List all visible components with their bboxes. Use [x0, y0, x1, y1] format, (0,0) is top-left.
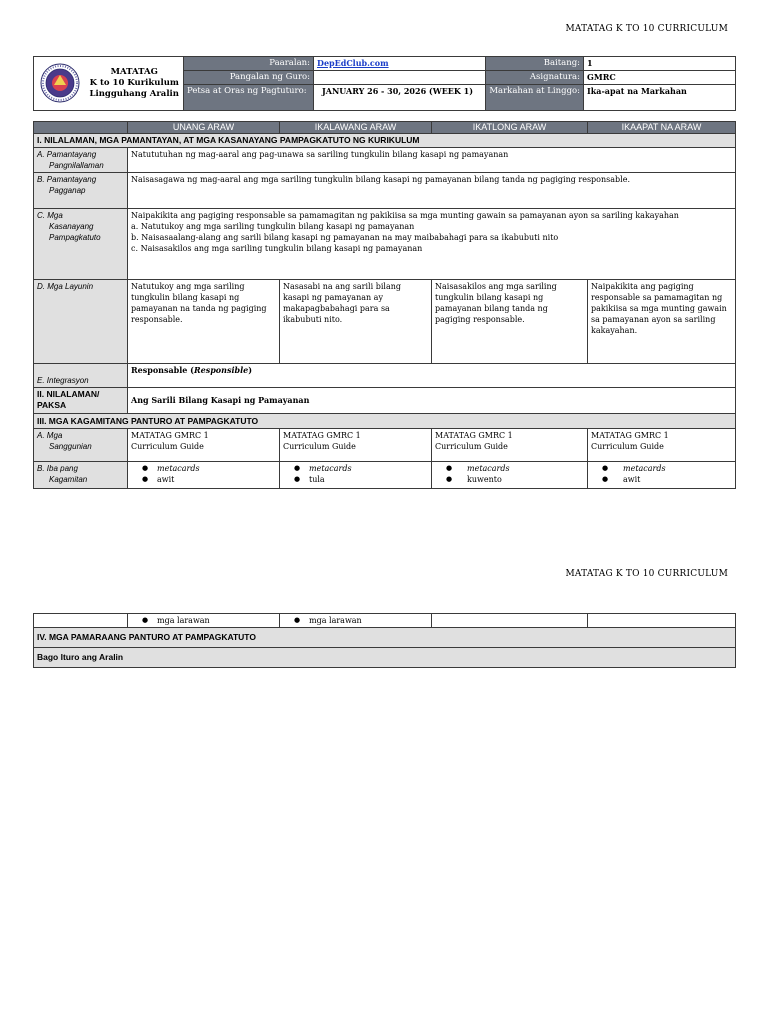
title-line3: Lingguhang Aralin	[89, 89, 179, 99]
row-e-label: E. Integrasyon	[34, 364, 128, 388]
row-b-label-line2: Pagganap	[49, 186, 86, 195]
row-c-line1: a. Natutukoy ang mga sariling tungkulin bilang kasapi ng pamayanan	[131, 222, 415, 231]
materials-p2-day3	[432, 614, 588, 628]
row-d-label: D. Mga Layunin	[34, 280, 128, 364]
row-d-day4: Naipakikita ang pagiging responsable sa pamamagitan ng pakikiisa sa mga munting gawain sa pamayanan ayon sa sariling kakayahan.	[588, 280, 736, 364]
deped-seal-icon	[40, 63, 80, 103]
day-header-4: IKAAPAT NA ARAW	[588, 122, 736, 134]
ref-day3-line1: MATATAG GMRC 1	[435, 431, 513, 440]
school-label: Paaralan:	[184, 57, 314, 71]
title-line2: K to 10 Kurikulum	[89, 78, 179, 88]
materials-day2	[280, 462, 432, 489]
ref-day4-line1: MATATAG GMRC 1	[591, 431, 669, 440]
page-header: MATATAG K TO 10 CURRICULUM	[565, 24, 728, 34]
ref-day1-line1: MATATAG GMRC 1	[131, 431, 209, 440]
section4-title: IV. MGA PAMARAANG PANTURO AT PAMPAGKATUTO	[34, 628, 736, 648]
ref-day3-line2: Curriculum Guide	[435, 442, 508, 451]
row-c-label	[34, 209, 128, 280]
ref-day2-line1: MATATAG GMRC 1	[283, 431, 361, 440]
section2-label-line2: PAKSA	[37, 400, 67, 410]
list-item: ● metacards	[131, 463, 276, 474]
title-block	[86, 57, 184, 111]
list-item: ● mga larawan	[131, 615, 276, 626]
section2-label-line1: II. NILALAMAN/	[37, 389, 100, 399]
subject-value: GMRC	[584, 71, 736, 85]
deped-seal	[34, 57, 86, 111]
materials-p2-day4	[588, 614, 736, 628]
school-value	[314, 57, 486, 71]
materials-day3	[432, 462, 588, 489]
quarter-value: Ika-apat na Markahan	[584, 85, 736, 111]
row-c-label-line1: C. Mga	[37, 211, 63, 220]
materials-day4	[588, 462, 736, 489]
materials-day1	[128, 462, 280, 489]
grade-value: 1	[584, 57, 736, 71]
list-item: ● awit	[131, 474, 276, 485]
ref-day4	[588, 429, 736, 462]
row-b-label	[34, 173, 128, 209]
row-e-italic: Responsible	[193, 365, 249, 375]
day-header-blank	[34, 122, 128, 134]
row-c-line2: b. Naisasaalang-alang ang sarili bilang kasapi ng pamayanan na may maibabahagi para sa ikabubuti nito	[131, 233, 559, 242]
quarter-label: Markahan at Linggo:	[486, 85, 584, 111]
date-value: JANUARY 26 - 30, 2026 (WEEK 1)	[314, 85, 486, 111]
list-item: ● metacards	[435, 463, 584, 474]
ref-day1	[128, 429, 280, 462]
row-3a-label-line1: A. Mga	[37, 431, 63, 440]
row-e-text	[128, 364, 736, 388]
row-c-label-line2: Kasanayang	[49, 222, 94, 231]
row-3a-label	[34, 429, 128, 462]
cont-label-blank	[34, 614, 128, 628]
row-a-text: Natututuhan ng mag-aaral ang pag-unawa sa sariling tungkulin bilang kasapi ng pamayanan	[128, 148, 736, 173]
grade-label: Baitang:	[486, 57, 584, 71]
teacher-value	[314, 71, 486, 85]
row-d-day2: Nasasabi na ang sarili bilang kasapi ng pamayanan ay makapagbabahagi para sa ikabubuti nito.	[280, 280, 432, 364]
list-item: ● metacards	[283, 463, 428, 474]
day-header-3: IKATLONG ARAW	[432, 122, 588, 134]
row-3b-label-line2: Kagamitan	[49, 475, 88, 484]
school-link[interactable]: DepEdClub.com	[317, 58, 389, 68]
day-header-2: IKALAWANG ARAW	[280, 122, 432, 134]
row-c-line0: Naipakikita ang pagiging responsable sa pamamagitan ng pakikiisa sa mga munting gawain sa pamayanan ayon sa sariling kakayahan	[131, 211, 679, 220]
ref-day1-line2: Curriculum Guide	[131, 442, 204, 451]
row-a-label	[34, 148, 128, 173]
row-3b-label	[34, 462, 128, 489]
list-item: ● mga larawan	[283, 615, 428, 626]
title-line1: MATATAG	[110, 67, 158, 77]
row-d-day1: Natutukoy ang mga sariling tungkulin bilang kasapi ng pamayanan na tanda ng pagiging responsable.	[128, 280, 280, 364]
info-table	[33, 56, 736, 111]
list-item: ● kuwento	[435, 474, 584, 485]
date-label: Petsa at Oras ng Pagtuturo:	[184, 85, 314, 111]
row-c-text	[128, 209, 736, 280]
row-3b-label-line1: B. Iba pang	[37, 464, 78, 473]
day-header-1: UNANG ARAW	[128, 122, 280, 134]
subject-label: Asignatura:	[486, 71, 584, 85]
section4-sub: Bago Ituro ang Aralin	[34, 648, 736, 668]
page-header-2: MATATAG K TO 10 CURRICULUM	[565, 569, 728, 579]
row-a-label-line2: Pangnilallaman	[49, 161, 104, 170]
lesson-table-continued	[33, 613, 736, 668]
list-item: ● tula	[283, 474, 428, 485]
ref-day4-line2: Curriculum Guide	[591, 442, 664, 451]
teacher-label: Pangalan ng Guro:	[184, 71, 314, 85]
row-d-day3: Naisasakilos ang mga sariling tungkulin bilang kasapi ng pamayanan bilang tanda ng pagiging responsable.	[432, 280, 588, 364]
section2-text: Ang Sarili Bilang Kasapi ng Pamayanan	[128, 388, 736, 414]
section1-title: I. NILALAMAN, MGA PAMANTAYAN, AT MGA KASANAYANG PAMPAGKATUTO NG KURIKULUM	[34, 134, 736, 148]
row-e-end: )	[248, 365, 253, 375]
materials-p2-day1	[128, 614, 280, 628]
materials-p2-day2	[280, 614, 432, 628]
ref-day2	[280, 429, 432, 462]
list-item: ● metacards	[591, 463, 732, 474]
row-b-text: Naisasagawa ng mag-aaral ang mga sariling tungkulin bilang kasapi ng pamayanan bilang tanda ng pagiging responsable.	[128, 173, 736, 209]
row-c-line3: c. Naisasakilos ang mga sariling tungkulin bilang kasapi ng pamayanan	[131, 244, 423, 253]
row-3a-label-line2: Sanggunian	[49, 442, 92, 451]
row-a-label-line1: A. Pamantayang	[37, 150, 97, 159]
ref-day3	[432, 429, 588, 462]
row-e-main: Responsable (	[131, 365, 194, 375]
row-b-label-line1: B. Pamantayang	[37, 175, 97, 184]
row-c-label-line3: Pampagkatuto	[49, 233, 101, 242]
ref-day2-line2: Curriculum Guide	[283, 442, 356, 451]
list-item: ● awit	[591, 474, 732, 485]
section2-label	[34, 388, 128, 414]
section3-title: III. MGA KAGAMITANG PANTURO AT PAMPAGKATUTO	[34, 414, 736, 429]
lesson-table	[33, 121, 736, 489]
